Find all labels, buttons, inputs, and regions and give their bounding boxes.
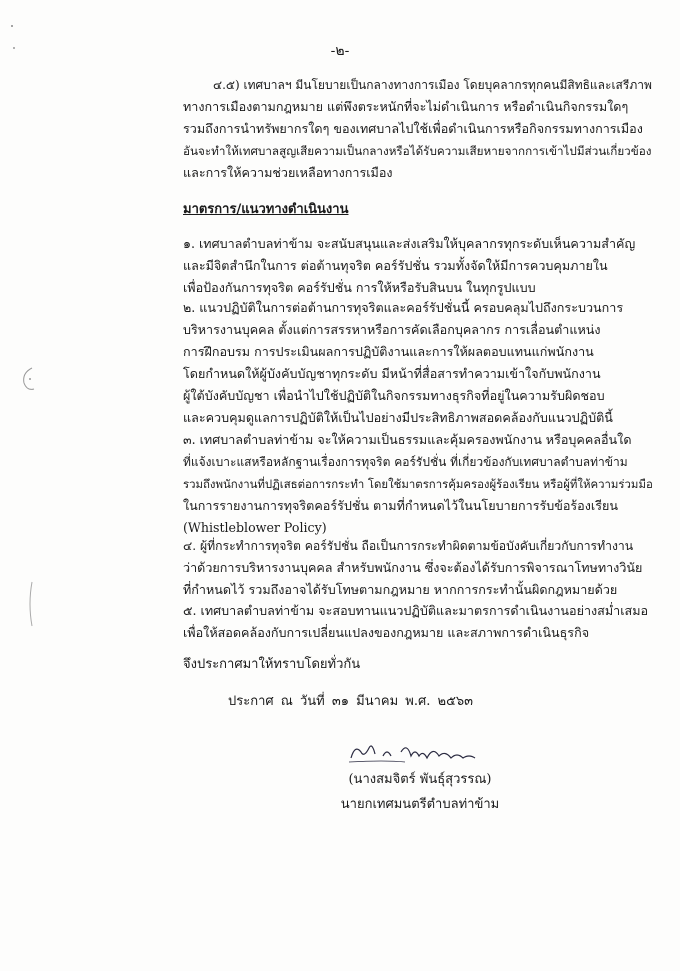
section-4-5-line: ทางการเมืองตามกฎหมาย แต่พึงตระหนักที่จะไม่ดำเนินการ หรือดำเนินกิจกรรมใดๆ [183,99,629,114]
measure-item-4 [183,535,653,601]
item-1-line: เพื่อป้องกันการทุจริต คอร์รัปชั่น การให้หรือรับสินบน ในทุกรูปแบบ [183,280,536,295]
item-5-line: เพื่อให้สอดคล้องกับการเปลี่ยนแปลงของกฎหมาย และสภาพการดำเนินธุรกิจ [183,625,590,640]
announcement-date: ประกาศ ณ วันที่ ๓๑ มีนาคม พ.ศ. ๒๕๖๓ [228,694,474,709]
scan-mark-bottom [26,580,38,628]
measure-item-3 [183,429,653,539]
section-4-5-line: ๔.๕) เทศบาลฯ มีนโยบายเป็นกลางทางการเมือง โดยบุคลากรทุกคนมีสิทธิและเสรีภาพ [213,78,652,92]
measure-item-5 [183,600,653,644]
closing-statement: จึงประกาศมาให้ทราบโดยทั่วกัน [183,657,361,672]
item-1-line: ๑. เทศบาลตำบลท่าข้าม จะสนับสนุนและส่งเสริมให้บุคลากรทุกระดับเห็นความสำคัญ [183,236,636,251]
item-3-line: ที่แจ้งเบาะแสหรือหลักฐานเรื่องการทุจริต คอร์รัปชั่น ที่เกี่ยวข้องกับเทศบาลตำบลท่าข้าม [183,455,628,469]
measure-item-1 [183,233,653,299]
signatory-name: (นางสมจิตร์ พันธุ์สุวรรณ) [348,772,492,787]
measure-item-2 [183,297,653,429]
section-4-5-line: อันจะทำให้เทศบาลสูญเสียความเป็นกลางหรือได้รับความเสียหายจากการเข้าไปมีส่วนเกี่ยวข้อง [183,144,652,158]
item-3-line: (Whistleblower Policy) [183,520,327,535]
item-4-line: ที่กำหนดไว้ รวมถึงอาจได้รับโทษตามกฎหมาย หากการกระทำนั้นผิดกฎหมายด้วย [183,582,618,597]
item-3-line: ๓. เทศบาลตำบลท่าข้าม จะให้ความเป็นธรรมและคุ้มครองพนักงาน หรือบุคคลอื่นใด [183,432,632,447]
signatory-position: นายกเทศมนตรีตำบลท่าข้าม [340,797,500,812]
item-2-line: การฝึกอบรม การประเมินผลการปฏิบัติงานและการให้ผลตอบแทนแก่พนักงาน [183,344,594,359]
measures-heading: มาตรการ/แนวทางดำเนินงาน [183,202,349,217]
item-2-line: โดยกำหนดให้ผู้บังคับบัญชาทุกระดับ มีหน้าที่สื่อสารทำความเข้าใจกับพนักงาน [183,366,601,381]
item-2-line: ผู้ใต้บังคับบัญชา เพื่อนำไปใช้ปฏิบัติในกิจกรรมทางธุรกิจที่อยู่ในความรับผิดชอบ [183,388,605,403]
section-4-5-line: รวมถึงการนำทรัพยากรใดๆ ของเทศบาลไปใช้เพื่อดำเนินการหรือกิจกรรมทางการเมือง [183,121,643,136]
item-1-line: และมีจิตสำนึกในการ ต่อต้านทุจริต คอร์รัปชั่น รวมทั้งจัดให้มีการควบคุมภายใน [183,258,608,273]
handwritten-signature [345,738,485,766]
item-5-line: ๕. เทศบาลตำบลท่าข้าม จะสอบทานแนวปฏิบัติและมาตรการดำเนินงานอย่างสม่ำเสมอ [183,603,649,618]
item-4-line: ว่าด้วยการบริหารงานบุคคล สำหรับพนักงาน ซึ่งจะต้องได้รับการพิจารณาโทษทางวินัย [183,560,643,575]
scan-mark-middle [18,365,42,395]
section-4-5-line: และการให้ความช่วยเหลือทางการเมือง [183,165,393,180]
item-3-line: ในการรายงานการทุจริตคอร์รัปชั่น ตามที่กำหนดไว้ในนโยบายการรับข้อร้องเรียน [183,498,618,513]
item-4-line: ๔. ผู้ที่กระทำการทุจริต คอร์รัปชั่น ถือเป็นการกระทำผิดตามข้อบังคับเกี่ยวกับการทำงาน [183,539,634,553]
item-2-line: บริหารงานบุคคล ตั้งแต่การสรรหาหรือการคัดเลือกบุคลากร การเลื่อนตำแหน่ง [183,322,601,337]
page-number: -๒- [330,43,350,59]
item-2-line: ๒. แนวปฏิบัติในการต่อต้านการทุจริตและคอร์รัปชั่นนี้ ครอบคลุมไปถึงกระบวนการ [183,300,624,315]
item-2-line: และควบคุมดูแลการปฏิบัติให้เป็นไปอย่างมีประสิทธิภาพสอดคล้องกับแนวปฏิบัตินี้ [183,410,613,425]
section-4-5 [183,74,653,184]
item-3-line: รวมถึงพนักงานที่ปฏิเสธต่อการกระทำ โดยใช้มาตรการคุ้มครองผู้ร้องเรียน หรือผู้ที่ให้ความร่วมมือ [183,477,653,491]
